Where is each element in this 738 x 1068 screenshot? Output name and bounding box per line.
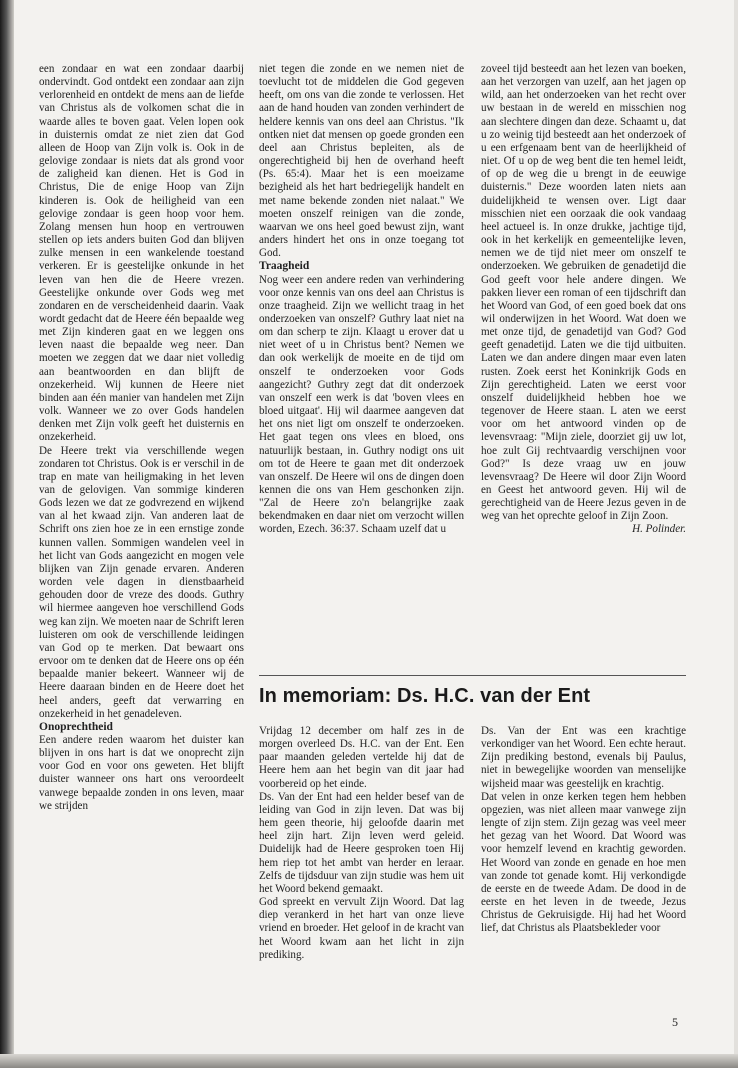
- author-signature: H. Polinder.: [632, 523, 686, 536]
- paragraph: een zondaar en wat een zondaar daarbij ondervindt. God ontdekt een zondaar aan zijn verlorenheid en ontdekt de mens aan de liefde van Christus als de volkomen schat die in waarde alles te boven gaat. Velen lopen ook in duisternis omdat ze niet zien dat God alleen de Hoop van Zijn volk is. Ook in de gelovige zondaar is niets dat als grond voor de zaligheid kan dienen. Het is God in Christus, Die de enige Hoop van Zijn kinderen is. Ook de heiligheid van een gelovige zondaar is geen hoop voor hem. Zolang mensen hun hoop en vertrouwen stellen op iets anders buiten God dan blijven zulke mensen in een wankelende toestand verkeren. Er is geestelijke onkunde in het leven van hen die de Heere vrezen. Geestelijke onkunde over Gods weg met zondaren en de verscheidenheid daarin. Vaak wordt gedacht dat de Heere één bepaalde weg met Zijn kinderen gaat en we leggen ons leven naast die bepaalde weg neer. Dan moeten we zeggen dat we daar niet volledig aan beantwoorden en dan blijft de onzekerheid. Wij kunnen de Heere niet binden aan één manier van handelen met Zijn volk. Wanneer we zo over Gods handelen denken met Zijn volk geeft het duisternis en onzekerheid.: [39, 63, 244, 444]
- memoriam-column-2: [481, 725, 686, 936]
- paragraph: Een andere reden waarom het duister kan blijven in ons hart is dat we onoprecht zijn voor God en voor ons geweten. Het blijft duister wanneer ons hart ons veroordeelt vanwege bepaalde zonden in ons leven, maar we strijden: [39, 733, 244, 812]
- article-column-2: [259, 63, 464, 537]
- paragraph: zoveel tijd besteedt aan het lezen van boeken, aan het verzorgen van uzelf, aan het jagen op wild, aan het onderzoeken van het recht over uw bestaan in de wereld en misschien nog aan slechtere dingen dan deze. Schaamt u, dat u zo weinig tijd besteedt aan het onderzoek of u een erfgenaam bent van de heerlijkheid of niet. Of u op de weg bent die ten hemel leidt, of op de weg die u brengt in de eeuwige duisternis." Deze woorden laten niets aan duidelijkheid te wensen over. Ligt daar misschien niet een oorzaak die ook vandaag heel actueel is. In onze drukke, jachtige tijd, ook in het kerkelijk en gemeentelijke leven, nemen we de tijd niet meer om onszelf te onderzoeken. We gebruiken de genadetijd die God geeft voor hele andere dingen. We pakken liever een roman of een tijdschrift dan het Woord van God, of een goed boek dat ons wil onderwijzen in het Woord. Wat doen we met onze tijd, de genadetijd van God? God geeft genadetijd. Laten we die tijd uitbuiten. Laten we dan andere dingen maar even laten rusten. Zoek eerst het Koninkrijk Gods en Zijn gerechtigheid. Laten we eerst voor onszelf duidelijkheid hebben hoe we tegenover de Heere staan. L aten we eerst voor om het antwoord vinden op de levensvraag: "Mijn ziele, doorziet gij uw lot, hoe zult Gij rechtvaardig verschijnen voor God?" Is deze vraag uw en jouw levensvraag? De Heere wil door Zijn Woord en Geest het antwoord geven. Hij wil de gerechtigheid van de Heere Jezus geven in de weg van het oprechte geloof in Zijn Zoon.: [481, 63, 686, 523]
- paragraph: Vrijdag 12 december om half zes in de morgen overleed Ds. H.C. van der Ent. Een paar maanden geleden vertelde hij dat de Heere hem aan het begin van dit jaar had voorbereid op het einde.: [259, 725, 464, 790]
- paragraph: God spreekt en vervult Zijn Woord. Dat lag diep verankerd in het hart van onze lieve vriend en broeder. Het geloof in de kracht van het Woord kwam aan het licht in zijn prediking.: [259, 896, 464, 961]
- article-column-1: [39, 63, 244, 813]
- section-heading-onoprechtheid: Onoprechtheid: [39, 720, 113, 733]
- memoriam-title: In memoriam: Ds. H.C. van der Ent: [259, 685, 591, 707]
- section-heading-traagheid: Traagheid: [259, 260, 310, 273]
- section-divider: [259, 675, 686, 676]
- paragraph: Ds. Van der Ent had een helder besef van de leiding van God in zijn leven. Dat was bij hem geen theorie, hij geloofde daarin met heel zijn hart. Zijn leven werd geleid. Duidelijk had de Heere gesproken toen Hij hem riep tot het ambt van herder en leraar. Zelfs de tijdsduur van zijn studie was hem uit het Woord bekend gemaakt.: [259, 790, 464, 895]
- paragraph: Dat velen in onze kerken tegen hem hebben opgezien, was niet alleen maar vanwege zijn lengte of zijn stem. Zijn gezag was veel meer het gezag van het Woord. Dat Woord was voor hemzelf levend en krachtig geworden. Het Woord van zonde en genade en hoe men van zonde tot genade komt. Hij verkondigde de eerste en de tweede Adam. De dood in de eerste en het leven in de tweede, Jezus Christus de Gekruisigde. Hij had het Woord lief, dat Christus als Plaatsbekleder voor: [481, 790, 686, 935]
- paragraph: De Heere trekt via verschillende wegen zondaren tot Christus. Ook is er verschil in de trap en mate van heiligmaking in het leven van de gelovigen. Van sommige kinderen Gods lezen we dat ze godvrezend en wijkend van al het kwaad zijn. Van anderen laat de Schrift ons zien hoe ze in een ernstige zonde kunnen vallen. Sommigen wandelen veel in het licht van Gods aangezicht en mogen vele blijken van Zijn genade ervaren. Anderen worden vele dagen in dienstbaarheid gehouden door de vreze des doods. Guthry wil hiermee aangeven hoe verschillend Gods weg kan zijn. We moeten naar de Schrift leren luisteren om ook de verschillende leidingen van God op te merken. Dat bewaart ons ervoor om te denken dat de Heere ons op één bepaalde manier bekeert. Wanneer wij de Heere daaraan binden en de Heere doet het heel anders, geeft dat verwarring en onzekerheid in het genadeleven.: [39, 444, 244, 720]
- scan-bottom-band: [0, 1054, 738, 1068]
- memoriam-column-1: [259, 725, 464, 962]
- page-edge: [734, 0, 738, 1068]
- article-column-3: [481, 63, 686, 537]
- paragraph: Ds. Van der Ent was een krachtige verkondiger van het Woord. Een echte heraut. Zijn prediking bestond, evenals bij Paulus, niet in bewegelijke woorden van menselijke wijsheid maar was geestelijk en krachtig.: [481, 725, 686, 790]
- paragraph: niet tegen die zonde en we nemen niet de toevlucht tot de middelen die God gegeven heeft, om ons van die zonde te verlossen. Het aan de hand houden van zonden verhindert de heldere kennis van ons deel aan Christus. "Ik ontken niet dat mensen op goede gronden een deel aan Christus bepleiten, als de ongerechtigheid bij hen de overhand heeft (Ps. 65:4). Maar het is een moeizame bezigheid als het hart bedriegelijk handelt en met name bekende zonden niet nalaat." We moeten onszelf reinigen van die zonde, waarvan we ons heel goed bewust zijn, want anders hindert het ons in onze toegang tot God.: [259, 63, 464, 260]
- paragraph: Nog weer een andere reden van verhindering voor onze kennis van ons deel aan Christus is onze traagheid. Zijn we wellicht traag in het onderzoeken van onszelf? Guthry laat niet na om dan scherp te zijn. Klaagt u erover dat u niet weet of u in Christus bent? Nemen we dan ook werkelijk de moeite en de tijd om onszelf te onderzoeken voor Gods aangezicht? Guthry zegt dat dit onderzoek van onszelf een werk is dat 'boven vlees en bloed uitgaat'. Hij wil daarmee aangeven dat het ons niet ligt om onszelf te onderzoeken. Het gaat tegen ons vlees en bloed, ons natuurlijk bestaan, in. Guthry nodigt ons uit om tot de Heere te gaan met dit onderzoek van onszelf. De Heere wil ons de dingen doen kennen die ons van Hem geschonken zijn. "Zal de Heere zo'n belangrijke zaak bekendmaken en daar niet om verzocht willen worden, Ezech. 36:37. Schaam uzelf dat u: [259, 273, 464, 536]
- page-number: 5: [672, 1015, 678, 1029]
- binding-shadow: [0, 0, 14, 1068]
